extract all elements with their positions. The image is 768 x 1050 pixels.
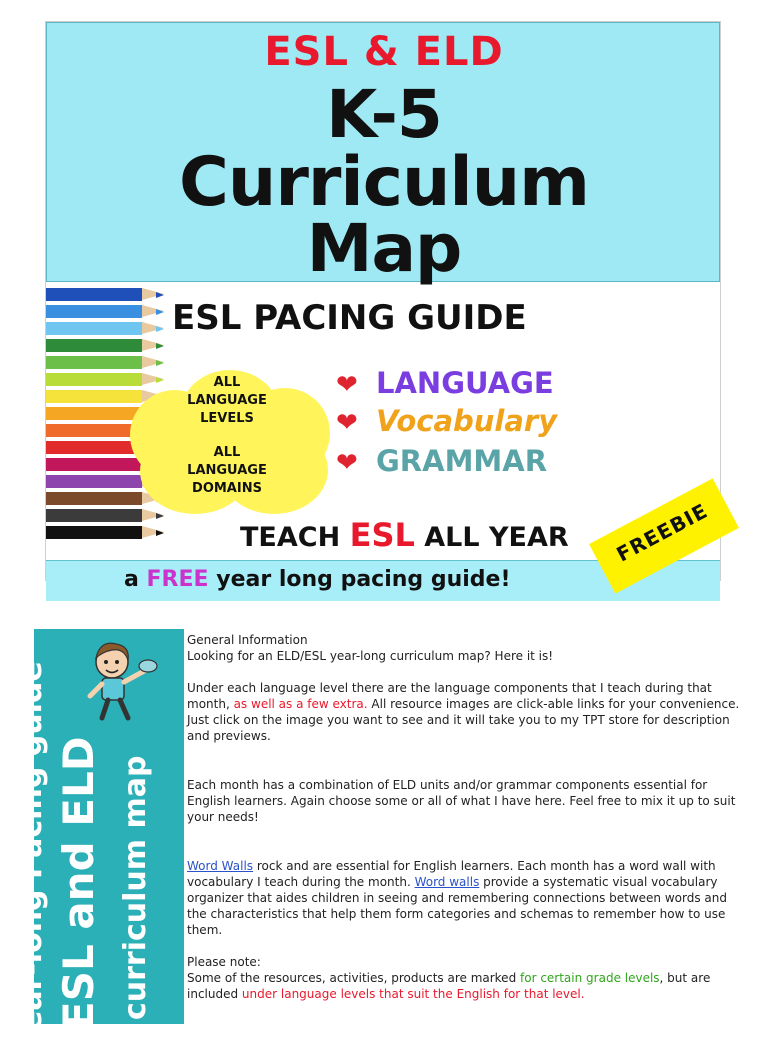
banner-a: a bbox=[124, 567, 139, 592]
note-text: Some of the resources, activities, products are marked for certain grade levels, but are included under language levels that suit the English for that level. bbox=[187, 971, 711, 1001]
cover-k5: K-5 bbox=[326, 76, 442, 153]
sidebar-line-1: Year-long Pacing guide bbox=[14, 661, 49, 1050]
sidebar-line-3: curriculum map bbox=[118, 755, 153, 1020]
info-paragraph-levels: Under each language level there are the language components that I teach during that month, as well as a few extra. All resource images are click-able links for your convenience. Just click on the image you want to see and it will take you to my TPT store for description and previews. bbox=[187, 681, 740, 743]
teach-post: ALL YEAR bbox=[424, 522, 569, 553]
teach-pre: TEACH bbox=[240, 522, 341, 553]
levels-cloud bbox=[120, 368, 334, 516]
pencil bbox=[46, 526, 142, 539]
pencil bbox=[46, 288, 142, 301]
cover-curriculum: Curriculum bbox=[179, 143, 589, 222]
feature-label: LANGUAGE bbox=[376, 366, 554, 400]
info-intro: Looking for an ELD/ESL year-long curriculum map? Here it is! bbox=[187, 649, 554, 663]
feature-label: GRAMMAR bbox=[376, 444, 548, 478]
highlight-red: under language levels that suit the English for that level. bbox=[241, 987, 585, 1001]
general-information bbox=[187, 632, 747, 1002]
heart-icon: ❤ bbox=[336, 370, 358, 400]
banner-text bbox=[124, 567, 510, 592]
feature-language bbox=[336, 366, 554, 400]
cloud-line: LANGUAGE bbox=[187, 463, 267, 478]
pencil bbox=[46, 339, 142, 352]
heart-icon: ❤ bbox=[336, 408, 358, 438]
sidebar-line-2: ESL and ELD bbox=[54, 736, 103, 1030]
feature-label: Vocabulary bbox=[376, 404, 558, 438]
cover-map: Map bbox=[306, 210, 462, 287]
word-walls-link-2[interactable]: Word walls bbox=[414, 875, 480, 889]
info-paragraph-units: Each month has a combination of ELD units and/or grammar components essential for English learners. Again choose some or all of what I have here. Feel free to mix it up to suit your needs! bbox=[187, 778, 736, 824]
highlight-green: for certain grade levels bbox=[520, 971, 660, 985]
feature-grammar bbox=[336, 444, 547, 478]
banner-rest: year long pacing guide! bbox=[216, 567, 511, 592]
guide-title: ESL PACING GUIDE bbox=[172, 298, 527, 338]
heart-icon: ❤ bbox=[336, 448, 358, 478]
pencil bbox=[46, 322, 142, 335]
highlight-red: as well as a few extra. bbox=[233, 697, 368, 711]
note-heading: Please note: bbox=[187, 955, 261, 969]
cloud-line: ALL bbox=[213, 375, 241, 390]
pencil bbox=[46, 305, 142, 318]
feature-vocabulary bbox=[336, 404, 557, 438]
info-paragraph-word-walls: Word Walls rock and are essential for English learners. Each month has a word wall with vocabulary I teach during the month. Word walls provide a systematic visual vocabulary organizer that aides children in seeing and remembering connections between words and the characteristics that help them form categories and schemas to remember how to use them. bbox=[187, 859, 727, 937]
cloud-line: DOMAINS bbox=[192, 481, 262, 496]
cover-title-panel bbox=[46, 22, 720, 287]
cover-top-line: ESL & ELD bbox=[264, 29, 504, 75]
cloud-line: LEVELS bbox=[200, 411, 254, 426]
cloud-text bbox=[120, 374, 334, 498]
kid-illustration bbox=[80, 634, 168, 724]
cover-image bbox=[46, 22, 720, 592]
freebie-label: FREEBIE bbox=[612, 498, 712, 567]
cloud-line: ALL bbox=[213, 445, 241, 460]
teach-esl: ESL bbox=[349, 516, 415, 554]
banner-free: FREE bbox=[146, 567, 209, 592]
cloud-line: LANGUAGE bbox=[187, 393, 267, 408]
info-heading: General Information bbox=[187, 633, 308, 647]
word-walls-link[interactable]: Word Walls bbox=[187, 859, 254, 873]
